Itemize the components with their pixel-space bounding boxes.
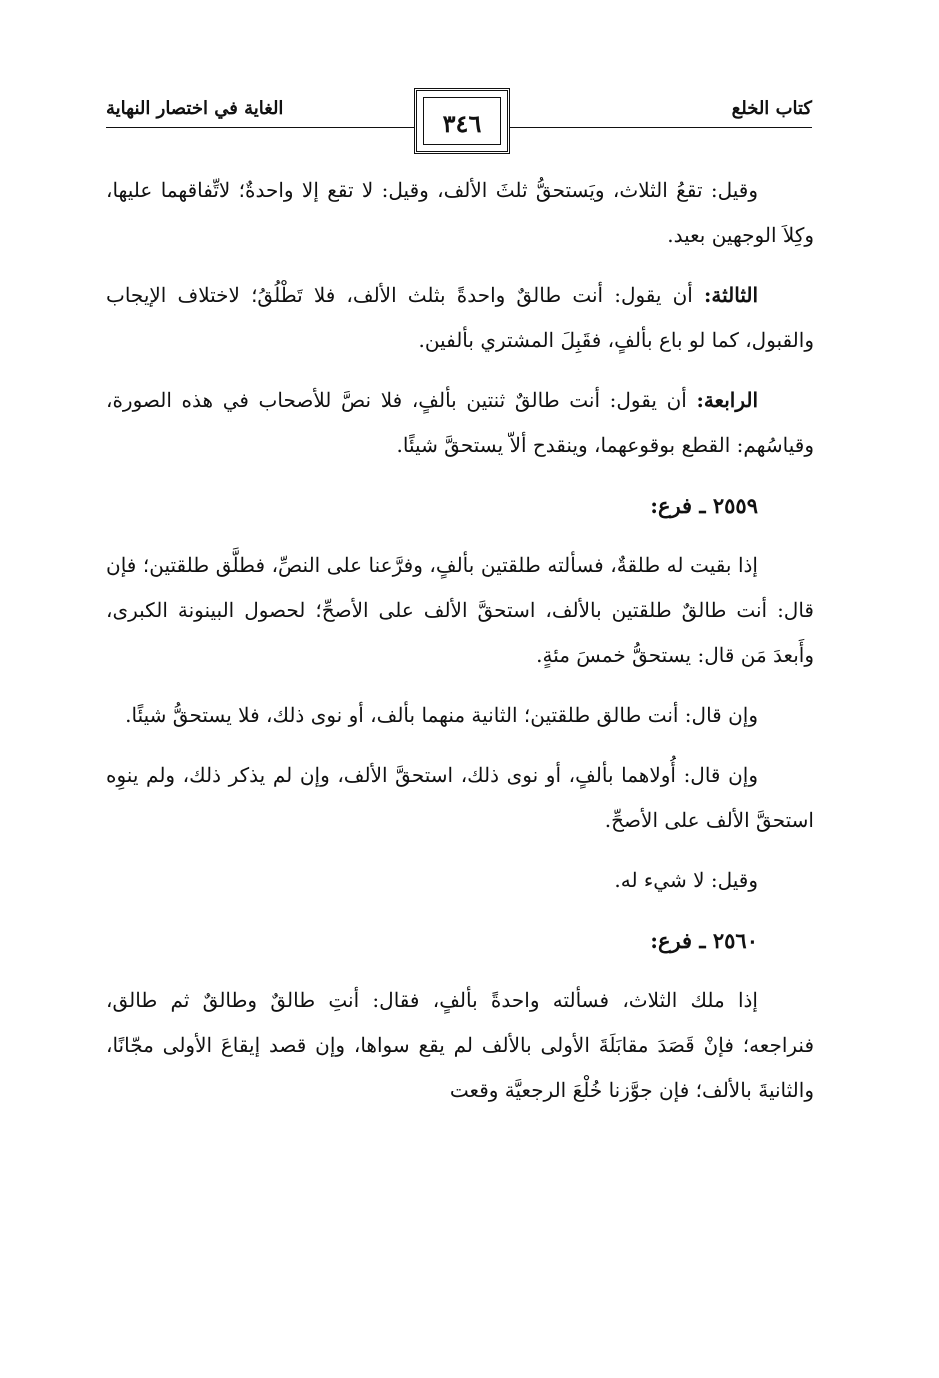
paragraph: وقيل: لا شيء له. bbox=[614, 868, 758, 892]
book-title: الغاية في اختصار النهاية bbox=[106, 98, 284, 119]
case-label: الثالثة: bbox=[703, 283, 758, 307]
section-heading: ٢٥٥٩ ـ فرع: bbox=[650, 493, 758, 518]
case-text: أن يقول: أنت طالقٌ ثنتين بألفٍ، فلا نصَّ للأصحاب في هذه الصورة، وقياسُهم: القطع بوقوعهما، وينقدح ألاّ يستحقَّ شيئًا. bbox=[106, 388, 814, 457]
case-text: أن يقول: أنت طالقٌ واحدةً بثلث الألف، فلا تَطْلُقُ؛ لاختلاف الإيجاب والقبول، كما لو باع بألفٍ، فقَبِلَ المشتري بألفين. bbox=[106, 283, 814, 352]
paragraph-third-case bbox=[106, 273, 814, 363]
paragraph: إذا ملك الثلاث، فسألته واحدةً بألفٍ، فقال: أنتِ طالقٌ وطالقٌ ثم طالق، فنراجعه؛ فإنْ قَصَدَ مقابَلَةَ الأولى بالألف لم يقع سواها، وإن قصد إيقاعَ الأولى مجّانًا، والثانيةَ بالألف؛ فإن جوَّزنا خُلْعَ الرجعيَّة وقعت bbox=[106, 988, 814, 1102]
chapter-title: كتاب الخلع bbox=[731, 98, 812, 119]
section-heading: ٢٥٦٠ ـ فرع: bbox=[650, 928, 758, 953]
page-number: ٣٤٦ bbox=[442, 109, 482, 138]
paragraph: إذا بقيت له طلقةٌ، فسألته طلقتين بألفٍ، وفرَّعنا على النصِّ، فطلَّق طلقتين؛ فإن قال: أنت طالقٌ طلقتين بالألف، استحقَّ الألف على الأصحِّ؛ لحصول البينونة الكبرى، وأَبعدَ مَن قال: يستحقُّ خمسَ مئةٍ. bbox=[106, 553, 814, 667]
paragraph: وقيل: تقعُ الثلاث، ويَستحقُّ ثلثَ الألف، وقيل: لا تقع إلا واحدةٌ؛ لاتِّفاقهما عليها، وكِلاَ الوجهين بعيد. bbox=[106, 178, 814, 247]
running-header bbox=[106, 88, 812, 156]
paragraph: وإن قال: أنت طالق طلقتين؛ الثانية منهما بألف، أو نوى ذلك، فلا يستحقُّ شيئًا. bbox=[125, 703, 758, 727]
paragraph-fourth-case bbox=[106, 378, 814, 468]
case-label: الرابعة: bbox=[696, 388, 758, 412]
page-body bbox=[106, 168, 814, 1113]
page-number-frame bbox=[414, 88, 510, 154]
paragraph: وإن قال: أُولاهما بألفٍ، أو نوى ذلك، استحقَّ الألف، وإن لم يذكر ذلك، ولم ينوِه استحقَّ الألف على الأصحِّ. bbox=[106, 763, 814, 832]
